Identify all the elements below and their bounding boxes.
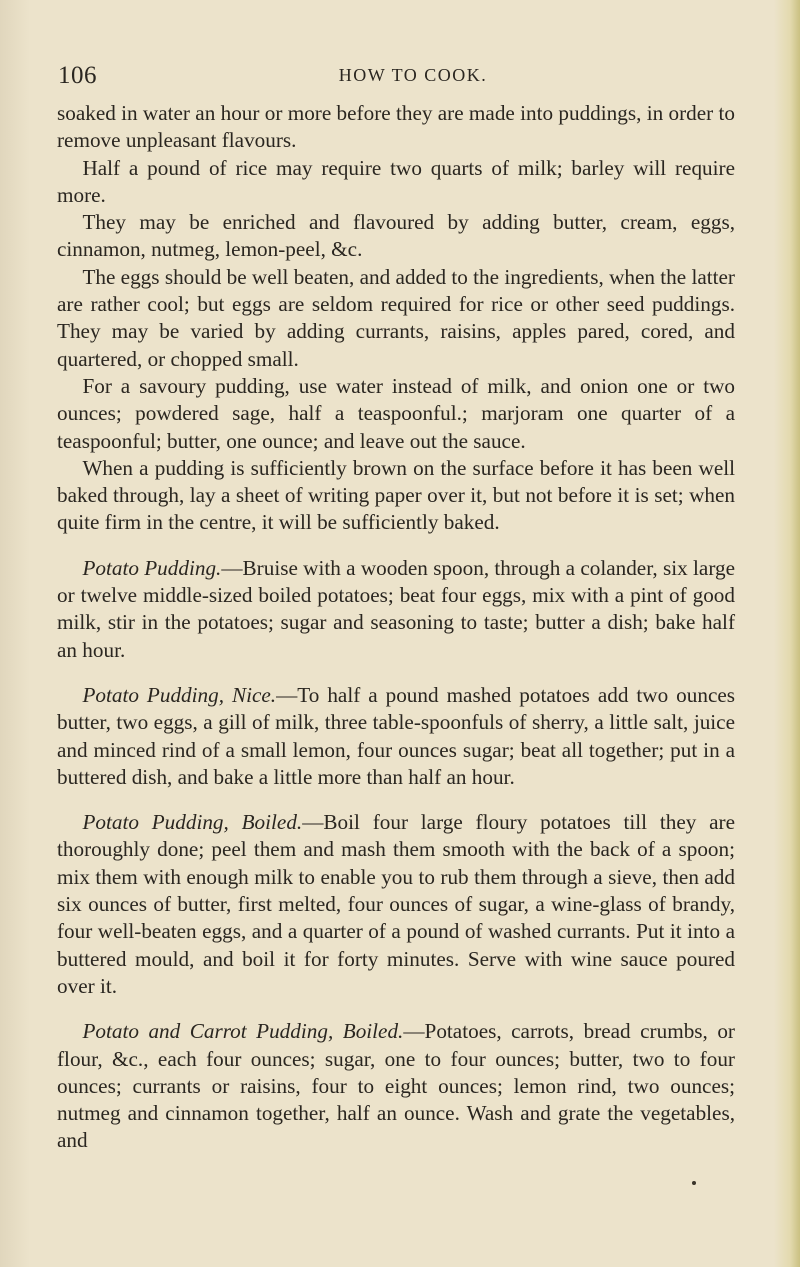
- paragraph: Half a pound of rice may require two quarts of milk; barley will require more.: [57, 155, 735, 207]
- recipe-potato-pudding: [57, 555, 735, 664]
- recipe-body: —Boil four large floury potatoes till they are thoroughly done; peel them and mash them smooth with the back of a spoon; mix them with enough milk to enable you to rub them through a sieve, then add six ounces of butter, first melted, four ounces of sugar, a wine-glass of brandy, four well-beaten eggs, and a quarter of a pound of washed currants. Put it into a buttered mould, and boil it for forty minutes. Serve with wine sauce poured over it.: [57, 810, 735, 998]
- paragraph: They may be enriched and flavoured by adding butter, cream, eggs, cinnamon, nutmeg, lemon-peel, &c.: [57, 210, 735, 262]
- recipe-title: Potato Pudding.: [82, 555, 222, 580]
- page-number: 106: [58, 62, 97, 89]
- body-text: [57, 100, 735, 1155]
- page-header: [58, 62, 738, 92]
- paragraph: For a savoury pudding, use water instead of milk, and onion one or two ounces; powdered sage, half a teaspoonful.; marjoram one quarter of a teaspoonful; butter, one ounce; and leave out the sauce.: [57, 373, 735, 453]
- recipe-title: Potato and Carrot Pudding, Boiled.: [82, 1019, 404, 1044]
- recipe-title: Potato Pudding, Boiled.: [82, 810, 303, 835]
- running-head: HOW TO COOK.: [338, 65, 488, 85]
- recipe-potato-pudding-nice: [57, 682, 735, 791]
- recipe-body: —To half a pound mashed potatoes add two ounces butter, two eggs, a gill of milk, three table-spoonfuls of sherry, a little salt, juice and minced rind of a small lemon, four ounces sugar; beat all together; put in a buttered dish, and bake a little more than half an hour.: [57, 682, 736, 789]
- paragraph: When a pudding is sufficiently brown on the surface before it has been well baked through, lay a sheet of writing paper over it, but not before it is set; when quite firm in the centre, it will be sufficiently baked.: [57, 455, 735, 535]
- printer-mark: [692, 1181, 696, 1185]
- paragraph: The eggs should be well beaten, and added to the ingredients, when the latter are rather cool; but eggs are seldom required for rice or other seed puddings. They may be varied by adding currants, raisins, apples pared, cored, and quartered, or chopped small.: [57, 264, 735, 371]
- recipe-body: —Potatoes, carrots, bread crumbs, or flour, &c., each four ounces; sugar, one to four ounces; butter, two to four ounces; currants or raisins, four to eight ounces; lemon rind, two ounces; nutmeg and cinnamon together, half an ounce. Wash and grate the vegetables, and: [57, 1019, 735, 1153]
- paragraph: soaked in water an hour or more before they are made into puddings, in order to remove unpleasant flavours.: [57, 101, 735, 153]
- recipe-potato-pudding-boiled: [57, 809, 735, 1000]
- recipe-title: Potato Pudding, Nice.: [82, 682, 277, 707]
- recipe-body: —Bruise with a wooden spoon, through a colander, six large or twelve middle-sized boiled potatoes; beat four eggs, mix with a pint of good milk, stir in the potatoes; sugar and seasoning to taste; butter a dish; bake half an hour.: [57, 555, 736, 662]
- recipe-potato-carrot-pudding: [57, 1018, 735, 1154]
